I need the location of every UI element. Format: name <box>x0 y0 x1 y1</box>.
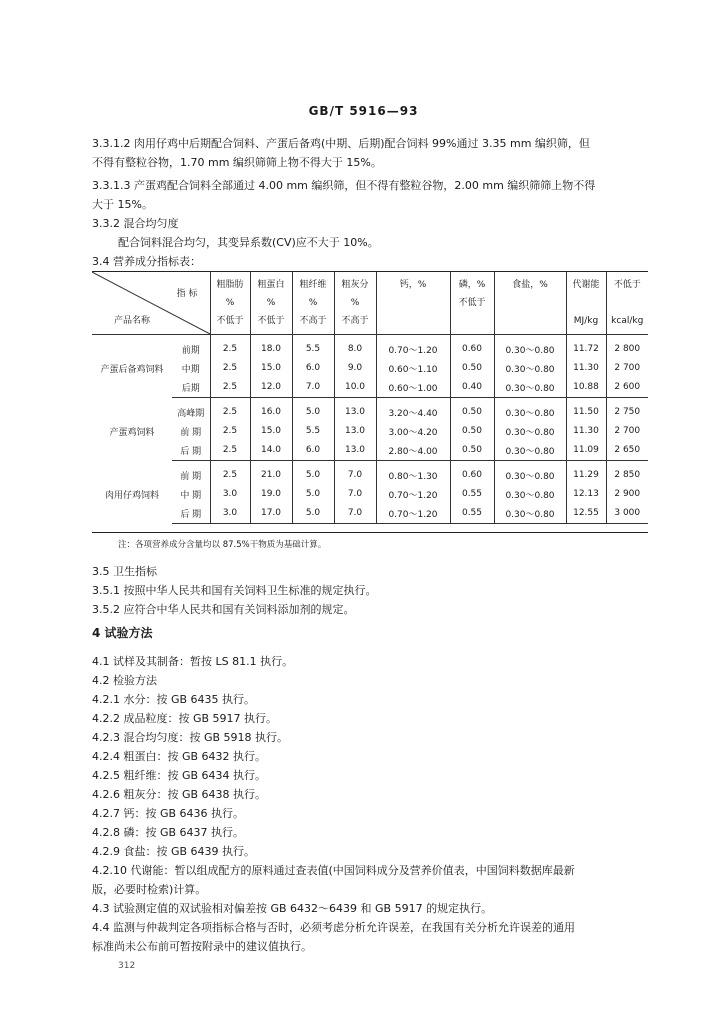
paragraph-line: 4.3 试验测定值的双试验相对偏差按 GB 6432～6439 和 GB 5917 的规定执行。 <box>92 902 493 915</box>
value-cell: 2.5 <box>210 334 250 359</box>
header-text: 食盐，% <box>512 279 548 290</box>
paragraph-line: 4.2.9 食盐：按 GB 6439 执行。 <box>92 845 256 858</box>
value-cell: 0.50 <box>450 397 494 422</box>
column-header <box>566 272 606 334</box>
value-cell: 2 650 <box>606 441 648 461</box>
paragraph-line: 4.4 监测与仲裁判定各项指标合格与否时，必须考虑分析允许误差，在我国有关分析允许误差的通用 <box>92 921 575 934</box>
header-text: 不低于 <box>613 279 641 290</box>
value-cell: 10.88 <box>566 378 606 398</box>
paragraph-line: 版，必要时检索)计算。 <box>92 883 207 896</box>
paragraph-line: 3.5 卫生指标 <box>92 565 157 578</box>
paragraph-line: 大于 15%。 <box>92 198 153 211</box>
value-cell: 2 750 <box>614 407 641 417</box>
value-cell: 0.80～1.30 <box>376 460 450 485</box>
value-cell: 11.29 <box>566 460 606 485</box>
paragraph-line: 4 试验方法 <box>92 626 153 640</box>
header-text <box>567 294 606 312</box>
value-cell: 2.5 <box>210 397 250 422</box>
value-cell: 6.0 <box>292 359 334 378</box>
value-cell: 21.0 <box>250 460 292 485</box>
stage-cell: 中期 <box>172 359 210 378</box>
value-cell: 0.60 <box>450 334 494 359</box>
product-name-cell: 产蛋后备鸡饲料 <box>100 364 164 375</box>
stage-cell: 前 期 <box>172 422 210 441</box>
value-cell: 2 800 <box>614 344 641 354</box>
header-text: % <box>266 297 276 308</box>
table-row <box>92 422 648 441</box>
value-cell: 0.60～1.00 <box>376 378 450 398</box>
value-cell: 15.0 <box>250 422 292 441</box>
header-text: kcal/kg <box>611 315 644 326</box>
value-cell: 0.55 <box>450 504 494 524</box>
header-text <box>377 312 450 330</box>
paragraph-line: 4.1 试样及其制备：暂按 LS 81.1 执行。 <box>92 655 294 668</box>
value-cell: 7.0 <box>334 485 376 504</box>
value-cell: 3.0 <box>210 485 250 504</box>
stage-cell: 高峰期 <box>172 397 210 422</box>
stage-cell: 后期 <box>172 378 210 398</box>
table-row <box>92 359 648 378</box>
column-header <box>334 272 376 334</box>
paragraph-line: 4.2.1 水分：按 GB 6435 执行。 <box>92 693 256 706</box>
value-cell: 12.55 <box>566 504 606 524</box>
value-cell: 2 700 <box>614 363 641 373</box>
header-text: 不高于 <box>341 315 369 326</box>
value-cell: 11.30 <box>566 359 606 378</box>
table-bottom-rule <box>92 532 648 533</box>
value-cell: 0.70～1.20 <box>376 485 450 504</box>
value-cell: 7.0 <box>334 460 376 485</box>
paragraph-line: 3.4 营养成分指标表： <box>92 255 201 268</box>
column-header <box>210 272 250 334</box>
header-text: 粗脂肪 <box>216 279 244 290</box>
value-cell: 0.30～0.80 <box>494 422 566 441</box>
value-cell: 3.20～4.40 <box>376 397 450 422</box>
value-cell: 7.0 <box>334 504 376 524</box>
header-text: 粗纤维 <box>299 279 327 290</box>
paragraph-line: 标准尚未公布前可暂按附录中的建议值执行。 <box>92 940 312 953</box>
value-cell: 2.5 <box>210 422 250 441</box>
value-cell: 5.0 <box>292 397 334 422</box>
table-note: 注：各项营养成分含量均以 87.5%干物质为基础计算。 <box>118 540 327 550</box>
header-text <box>377 294 450 312</box>
column-header <box>494 272 566 334</box>
value-cell: 2.5 <box>210 378 250 398</box>
value-cell: 0.30～0.80 <box>494 441 566 461</box>
paragraph-line: 4.2.8 磷：按 GB 6437 执行。 <box>92 826 245 839</box>
value-cell: 7.0 <box>292 378 334 398</box>
header-text: 不低于 <box>216 315 244 326</box>
header-text <box>495 312 566 330</box>
header-text: 不低于 <box>257 315 285 326</box>
value-cell: 2.80～4.00 <box>376 441 450 461</box>
paragraph-line: 3.3.1.3 产蛋鸡配合饲料全部通过 4.00 mm 编织筛，但不得有整粒谷物，2.00 mm 编织筛筛上物不得 <box>92 179 596 192</box>
value-cell: 11.09 <box>566 441 606 461</box>
value-cell: 3 000 <box>606 504 648 524</box>
column-header <box>376 272 450 334</box>
value-cell: 0.70～1.20 <box>376 504 450 524</box>
value-cell: 0.55 <box>450 485 494 504</box>
header-text: 代谢能 <box>572 279 600 290</box>
value-cell: 13.0 <box>334 397 376 422</box>
paragraph-line: 4.2.10 代谢能：暂以组成配方的原料通过查表值(中国饲料成分及营养价值表，中国饲料数据库最新 <box>92 864 575 877</box>
value-cell: 0.30～0.80 <box>494 359 566 378</box>
stage-cell: 前期 <box>172 334 210 359</box>
table-row <box>92 504 648 524</box>
header-text: % <box>308 297 318 308</box>
product-name-cell: 肉用仔鸡饲料 <box>104 490 159 501</box>
header-text: % <box>350 297 360 308</box>
diag-top-label: 指 标 <box>176 289 198 299</box>
table-row <box>92 485 648 504</box>
value-cell: 2.5 <box>210 441 250 461</box>
value-cell: 13.0 <box>334 441 376 461</box>
paragraph-line: 3.5.1 按照中华人民共和国有关饲料卫生标准的规定执行。 <box>92 584 377 597</box>
stage-cell: 后 期 <box>172 441 210 461</box>
header-text: 粗灰分 <box>341 279 369 290</box>
header-text: % <box>225 297 235 308</box>
column-header <box>292 272 334 334</box>
standard-code-header: GB/T 5916—93 <box>308 104 419 118</box>
value-cell: 0.60～1.10 <box>376 359 450 378</box>
paragraph-line: 配合饲料混合均匀，其变异系数(CV)应不大于 10%。 <box>118 236 379 249</box>
diag-bottom-label: 产品名称 <box>114 315 151 326</box>
value-cell: 0.60 <box>450 460 494 485</box>
stage-cell: 中 期 <box>172 485 210 504</box>
value-cell: 0.40 <box>450 378 494 398</box>
value-cell: 11.50 <box>566 397 606 422</box>
value-cell: 2 700 <box>614 426 641 436</box>
header-text: MJ/kg <box>573 315 599 326</box>
value-cell: 0.50 <box>450 441 494 461</box>
header-text <box>607 294 649 312</box>
paragraph-line: 不得有整粒谷物，1.70 mm 编织筛筛上物不得大于 15%。 <box>92 156 382 169</box>
value-cell: 2 850 <box>614 470 641 480</box>
value-cell: 17.0 <box>250 504 292 524</box>
value-cell: 0.30～0.80 <box>494 397 566 422</box>
diagonal-header-cell <box>92 272 210 334</box>
value-cell: 5.0 <box>292 485 334 504</box>
paragraph-line: 4.2.5 粗纤维：按 GB 6434 执行。 <box>92 769 267 782</box>
value-cell: 5.5 <box>292 334 334 359</box>
value-cell: 3.0 <box>210 504 250 524</box>
value-cell: 13.0 <box>334 422 376 441</box>
paragraph-line: 4.2.4 粗蛋白：按 GB 6432 执行。 <box>92 750 267 763</box>
header-text: 不高于 <box>299 315 327 326</box>
value-cell: 9.0 <box>334 359 376 378</box>
value-cell: 10.0 <box>334 378 376 398</box>
nutrition-index-table <box>92 272 648 524</box>
paragraph-line: 4.2 检验方法 <box>92 674 157 687</box>
value-cell: 12.0 <box>250 378 292 398</box>
paragraph-line: 4.2.6 粗灰分：按 GB 6438 执行。 <box>92 788 267 801</box>
value-cell: 2 600 <box>606 378 648 398</box>
product-name-cell: 产蛋鸡饲料 <box>109 427 155 438</box>
paragraph-line: 4.2.7 钙：按 GB 6436 执行。 <box>92 807 245 820</box>
value-cell: 11.30 <box>566 422 606 441</box>
value-cell: 6.0 <box>292 441 334 461</box>
value-cell: 5.0 <box>292 504 334 524</box>
paragraph-line: 3.3.1.2 肉用仔鸡中后期配合饲料、产蛋后备鸡(中期、后期)配合饲料 99%通过 3.35 mm 编织筛，但 <box>92 137 590 150</box>
table-row <box>92 397 648 422</box>
header-text: 粗蛋白 <box>257 279 285 290</box>
value-cell: 2.5 <box>210 359 250 378</box>
value-cell: 15.0 <box>250 359 292 378</box>
value-cell: 11.72 <box>566 334 606 359</box>
paragraph-line: 4.2.3 混合均匀度：按 GB 5918 执行。 <box>92 731 289 744</box>
value-cell: 0.50 <box>450 359 494 378</box>
value-cell: 3.00～4.20 <box>376 422 450 441</box>
column-header <box>606 272 648 334</box>
header-text: 磷，% <box>458 279 486 290</box>
table-row <box>92 378 648 398</box>
column-header <box>450 272 494 334</box>
page-number: 312 <box>118 961 136 971</box>
header-text <box>495 294 566 312</box>
column-header <box>250 272 292 334</box>
value-cell: 0.50 <box>450 422 494 441</box>
table-row <box>92 334 648 359</box>
paragraph-line: 4.2.2 成品粒度：按 GB 5917 执行。 <box>92 712 278 725</box>
value-cell: 0.30～0.80 <box>494 334 566 359</box>
value-cell: 0.30～0.80 <box>494 378 566 398</box>
value-cell: 16.0 <box>250 397 292 422</box>
paragraph-line: 3.3.2 混合均匀度 <box>92 217 179 230</box>
header-text: 钙，% <box>399 279 427 290</box>
value-cell: 14.0 <box>250 441 292 461</box>
table-row <box>92 441 648 461</box>
value-cell: 0.70～1.20 <box>376 334 450 359</box>
table-row <box>92 460 648 485</box>
value-cell: 12.13 <box>566 485 606 504</box>
value-cell: 5.0 <box>292 460 334 485</box>
diagonal-line <box>92 272 210 334</box>
header-text: 不低于 <box>458 297 486 308</box>
value-cell: 2 900 <box>614 489 641 499</box>
value-cell: 0.30～0.80 <box>494 504 566 524</box>
value-cell: 0.30～0.80 <box>494 485 566 504</box>
stage-cell: 后 期 <box>172 504 210 524</box>
value-cell: 19.0 <box>250 485 292 504</box>
value-cell: 18.0 <box>250 334 292 359</box>
stage-cell: 前 期 <box>172 460 210 485</box>
paragraph-line: 3.5.2 应符合中华人民共和国有关饲料添加剂的规定。 <box>92 603 355 616</box>
value-cell: 8.0 <box>334 334 376 359</box>
header-text <box>451 312 494 330</box>
value-cell: 0.30～0.80 <box>494 460 566 485</box>
value-cell: 5.5 <box>292 422 334 441</box>
value-cell: 2.5 <box>210 460 250 485</box>
